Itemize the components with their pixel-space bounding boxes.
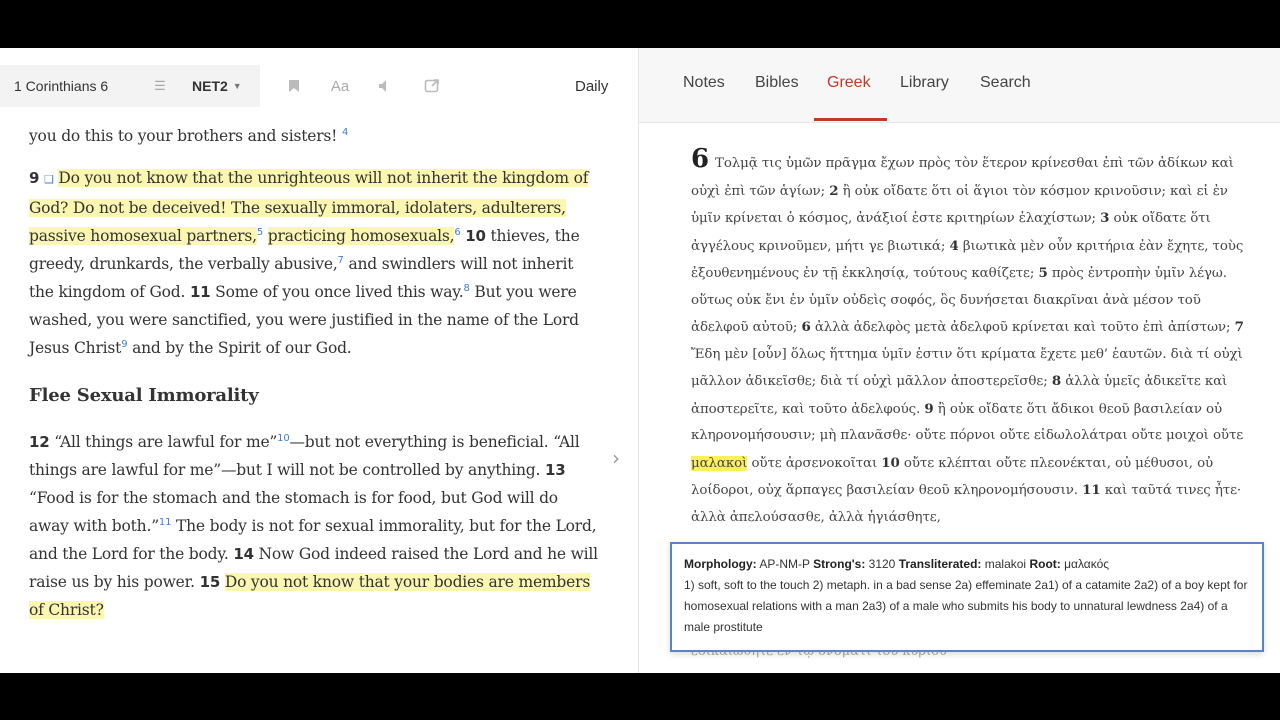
morphology-value: AP-NM-P [759, 557, 810, 571]
book-chapter-select[interactable] [0, 65, 140, 107]
highlighted-verse-15[interactable]: Do you not know that your bodies are members of Christ? [29, 573, 591, 619]
greek-verse-3[interactable]: οὐκ οἴδατε ὅτι ἀγγέλους κρινοῦμεν, μήτι γε βιωτικά; [691, 211, 1211, 254]
verse-8-end [29, 122, 599, 150]
greek-verse-number: 4 [949, 237, 959, 254]
verse-number-15[interactable]: 15 [199, 573, 221, 591]
morphology-label: Morphology: [684, 557, 757, 571]
version-select[interactable] [180, 65, 260, 107]
verse-10-text: thieves, the greedy, drunkards, the verbally abusive, [29, 227, 580, 273]
verse-number-11[interactable]: 11 [189, 283, 211, 301]
book-chapter-label: 1 Corinthians 6 [14, 78, 109, 94]
greek-verse-number: 9 [924, 400, 934, 417]
footnote-11[interactable]: 11 [158, 516, 172, 528]
study-tabs [639, 48, 1280, 123]
chevron-down-icon: ▼ [232, 81, 242, 91]
transliterated-value: malakoi [984, 557, 1027, 571]
scripture-text [29, 122, 599, 624]
verse-number-14[interactable]: 14 [233, 545, 254, 563]
audio-icon[interactable] [374, 65, 398, 107]
verse-number-10[interactable]: 10 [465, 227, 486, 245]
app-window [0, 48, 1280, 673]
verse-number-13[interactable]: 13 [544, 461, 566, 479]
strongs-value[interactable]: 3120 [868, 557, 896, 571]
word-definition-popup[interactable] [670, 542, 1264, 652]
study-pane [639, 48, 1280, 673]
greek-verse-number: 2 [829, 182, 839, 199]
transliterated-label: Transliterated: [898, 557, 982, 571]
greek-verse-4[interactable]: βιωτικὰ μὲν οὖν κριτήρια ἐὰν ἔχητε, τοὺς ἐξουθενημένους ἐν τῇ ἐκκλησίᾳ, τούτους καθίζετε; [691, 238, 1244, 281]
greek-verse-number: 6 [801, 319, 811, 335]
tab-search[interactable]: Search [980, 74, 1031, 91]
daily-link[interactable]: Daily [575, 77, 609, 95]
verse-12-text: “All things are lawful for me” [54, 433, 278, 451]
chapter-number: 6 [691, 144, 709, 174]
tab-bibles[interactable]: Bibles [755, 74, 799, 91]
highlighted-verse-9b[interactable]: practicing homosexuals, [267, 227, 455, 245]
chevron-right-icon[interactable]: › [612, 446, 620, 470]
verse-bookmark-icon[interactable]: ❑ [43, 173, 54, 186]
footnote-8[interactable]: 8 [463, 282, 470, 294]
highlighted-verse-9[interactable]: Do you not know that the unrighteous will not inherit the kingdom of God? Do not be deceived! The sexually immoral, idolaters, adulterers, passive homosexual partners, [29, 169, 589, 245]
greek-verse-number: 8 [1051, 373, 1062, 389]
verse-11-text2: But you were washed, you were sanctified, you were justified in the name of the Lord Jesus Christ [29, 283, 579, 357]
greek-verse-8[interactable]: ἀλλὰ ὑμεῖς ἀδικεῖτε καὶ ἀποστερεῖτε, καὶ τοῦτο ἀδελφούς. [691, 374, 1228, 417]
greek-verse-number: 7 [1234, 319, 1244, 335]
tab-greek[interactable]: Greek [827, 74, 871, 91]
scripture-pane [0, 48, 639, 673]
list-icon[interactable]: ☰ [140, 65, 180, 107]
greek-verse-2[interactable]: ἢ οὐκ οἴδατε ὅτι οἱ ἅγιοι τὸν κόσμον κρινοῦσιν; καὶ εἰ ἐν ὑμῖν κρίνεται ὁ κόσμος, ἀνάξιοί ἐστε κριτηρίων ἐλαχίστων; [691, 183, 1228, 226]
greek-verse-7[interactable]: Ἔδη μὲν [οὖν] ὅλως ἥττημα ὑμῖν ἐστιν ὅτι κρίματα ἔχετε μεθ’ ἑαυτῶν. διὰ τί οὐχὶ μᾶλλον ἀδικεῖσθε; διὰ τί οὐχὶ μᾶλλον ἀποστερεῖσθε; [691, 346, 1243, 389]
footnote-9[interactable]: 9 [121, 338, 128, 350]
root-value: μαλακός [1064, 557, 1110, 571]
greek-verse-6[interactable]: ἀλλὰ ἀδελφὸς μετὰ ἀδελφοῦ κρίνεται καὶ τοῦτο ἐπὶ ἀπίστων; [814, 320, 1231, 335]
share-icon[interactable] [420, 65, 444, 107]
verse-text: you do this to your brothers and sisters! [29, 127, 338, 145]
verses-9-11 [29, 164, 599, 362]
greek-verse-number: 5 [1038, 265, 1048, 281]
verse-13-text2: The body is not for sexual immorality, but for the Lord, and the Lord for the body. [29, 517, 597, 563]
active-tab-indicator [814, 118, 887, 121]
bookmark-icon[interactable] [284, 65, 304, 107]
footnote-10[interactable]: 10 [277, 432, 290, 444]
greek-verse-number: 3 [1100, 210, 1110, 226]
definition-text: 1) soft, soft to the touch 2) metaph. in a bad sense 2a) effeminate 2a1) of a catamite 2a2) of a boy kept for homosexual relations with a man 2a3) of a male who submits his body to unnatural lewdness 2a4) of a male prostitute [684, 578, 1248, 634]
tab-library[interactable]: Library [900, 74, 949, 91]
greek-verse-5[interactable]: πρὸς ἐντροπὴν ὑμῖν λέγω. οὕτως οὐκ ἔνι ἐν ὑμῖν οὐδεὶς σοφός, ὃς δυνήσεται διακρῖναι ἀνὰ μέσον τοῦ ἀδελφοῦ αὐτοῦ; [691, 266, 1227, 335]
greek-verse-number: 11 [1082, 482, 1101, 498]
verses-12-15 [29, 428, 599, 624]
verse-number-12[interactable]: 12 [29, 433, 50, 451]
verse-number-9[interactable]: 9 [29, 169, 40, 187]
footnote-6[interactable]: 6 [454, 226, 461, 238]
greek-verse-9[interactable]: ἢ οὐκ οἴδατε ὅτι ἄδικοι θεοῦ βασιλείαν οὐ κληρονομήσουσιν; μὴ πλανᾶσθε· οὔτε πόρνοι οὔτε εἰδωλολάτραι οὔτε μοιχοὶ οὔτε [691, 401, 1244, 443]
reader-toolbar [0, 48, 638, 122]
verse-14-text: Now God indeed raised the Lord and he will raise us by his power. [29, 545, 598, 591]
footnote-5[interactable]: 5 [256, 226, 264, 238]
verse-12-text2: —but not everything is beneficial. “All things are lawful for me”—but I will not be controlled by anything. [29, 433, 580, 479]
version-label: NET2 [192, 78, 228, 94]
footnote-7[interactable]: 7 [337, 254, 344, 266]
font-size-icon[interactable]: Aa [330, 77, 350, 95]
word-info-line [684, 554, 1250, 575]
verse-13-text: “Food is for the stomach and the stomach is for food, but God will do away with both.” [29, 489, 558, 535]
greek-verse-10[interactable]: οὔτε κλέπται οὔτε πλεονέκται, οὐ μέθυσοι, οὐ λοίδοροι, οὐχ ἅρπαγες βασιλείαν θεοῦ κληρονομήσουσιν. [691, 455, 1214, 498]
tab-notes[interactable]: Notes [683, 74, 725, 91]
verse-11-text3: and by the Spirit of our God. [132, 339, 352, 357]
footnote-4[interactable]: 4 [341, 126, 349, 138]
greek-verse-11[interactable]: καὶ ταῦτά τινες ἦτε· ἀλλὰ ἀπελούσασθε, ἀλλὰ ἡγιάσθητε, [691, 483, 1242, 525]
greek-verse-1[interactable]: Τολμᾷ τις ὑμῶν πρᾶγμα ἔχων πρὸς τὸν ἕτερον κρίνεσθαι ἐπὶ τῶν ἀδίκων καὶ οὐχὶ ἐπὶ τῶν ἁγίων; [691, 156, 1234, 199]
strongs-label: Strong's: [813, 557, 866, 571]
verse-11-text: Some of you once lived this way. [215, 283, 464, 301]
root-label: Root: [1029, 557, 1061, 571]
greek-verse-9b[interactable]: οὔτε ἀρσενοκοῖται [751, 455, 878, 471]
selected-greek-word[interactable]: μαλακοὶ [691, 455, 748, 471]
greek-text [691, 146, 1251, 531]
section-heading: Flee Sexual Immorality [29, 385, 259, 406]
greek-verse-number: 10 [881, 454, 900, 471]
verse-10-text2: and swindlers will not inherit the kingdom of God. [29, 255, 574, 301]
